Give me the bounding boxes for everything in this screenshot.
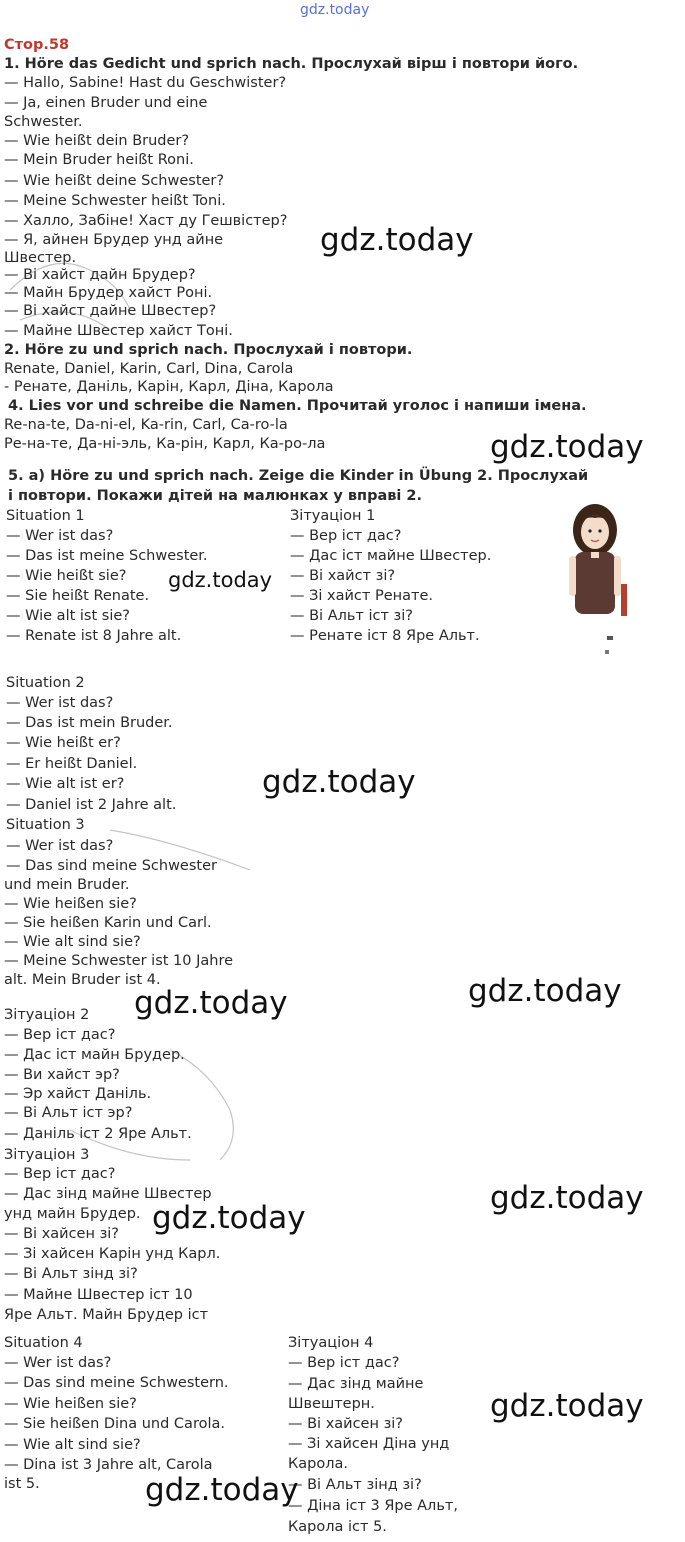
ex4-line: Re-na-te, Da-ni-el, Ka-rin, Carl, Ca-ro-la xyxy=(4,417,288,433)
ex1-line: — Wie heißt dein Bruder? xyxy=(4,133,190,149)
s3uk-line: Зітуаціон 3 xyxy=(4,1147,90,1163)
s4de-line: — Sie heißen Dina und Carola. xyxy=(4,1416,225,1432)
s1uk-line: — Ві Альт іст зі? xyxy=(290,608,413,624)
s1uk-line: — Дас іст майне Швестер. xyxy=(290,548,492,564)
exercise-5-heading: 5. а) Höre zu und sprich nach. Zeige die Kinder in Übung 2. Прослухай xyxy=(8,468,589,484)
s1uk-line: — Ренате іст 8 Яре Альт. xyxy=(290,628,480,644)
s3de-line: — Das sind meine Schwester xyxy=(6,858,217,874)
s2uk-line: — Вер іст дас? xyxy=(4,1027,116,1043)
page-reference: Стор.58 xyxy=(4,37,70,53)
s3uk-line: — Майне Швестер іст 10 xyxy=(4,1287,193,1303)
ex1-line: — Mein Bruder heißt Roni. xyxy=(4,152,194,168)
s3uk-line: — Зі хайсен Карін унд Карл. xyxy=(4,1246,221,1262)
s4uk-line: — Ві хайсен зі? xyxy=(288,1416,404,1432)
watermark: gdz.today xyxy=(168,568,273,592)
ex2-line: - Ренате, Даніль, Карін, Карл, Діна, Карола xyxy=(4,379,334,395)
s2de-line: — Daniel ist 2 Jahre alt. xyxy=(6,797,177,813)
s4de-line: — Wer ist das? xyxy=(4,1355,112,1371)
watermark: gdz.today xyxy=(468,973,622,1009)
ex1-line: — Ві хайст дайн Брудер? xyxy=(4,267,196,283)
ex1-line: — Ja, einen Bruder und eine xyxy=(4,95,208,111)
s3uk-line: — Дас зінд майне Швестер xyxy=(4,1186,212,1202)
s3uk-line: Яре Альт. Майн Брудер іст xyxy=(4,1307,209,1323)
s4uk-line: Карола іст 5. xyxy=(288,1519,387,1535)
s4uk-line: — Діна іст 3 Яре Альт, xyxy=(288,1498,458,1514)
s4de-line: — Wie heißen sie? xyxy=(4,1396,137,1412)
ex1-line: — Wie heißt deine Schwester? xyxy=(4,173,225,189)
s2de-line: — Wie alt ist er? xyxy=(6,776,125,792)
s2uk-line: — Дас іст майн Брудер. xyxy=(4,1047,185,1063)
ex1-line: — Майн Брудер хайст Роні. xyxy=(4,285,213,301)
s4de-line: ist 5. xyxy=(4,1476,40,1492)
s4uk-line: Швештерн. xyxy=(288,1396,375,1412)
exercise-2-heading: 2. Höre zu und sprich nach. Прослухай і повтори. xyxy=(4,342,413,358)
s1de-line: — Sie heißt Renate. xyxy=(6,588,150,604)
s1de-line: — Wer ist das? xyxy=(6,528,114,544)
s2de-line: — Das ist mein Bruder. xyxy=(6,715,173,731)
ex4-line: Ре-на-те, Да-ні-эль, Ка-рін, Карл, Ка-ро-ла xyxy=(4,436,326,452)
exercise-1-heading: 1. Höre das Gedicht und sprich nach. Прослухай вірш і повтори його. xyxy=(4,56,579,72)
exercise-5-heading-cont: і повтори. Покажи дітей на малюнках у вправі 2. xyxy=(8,488,423,504)
s3uk-line: — Вер іст дас? xyxy=(4,1166,116,1182)
s1uk-line: — Зі хайст Ренате. xyxy=(290,588,433,604)
s3de-line: — Wie heißen sie? xyxy=(4,896,137,912)
s1de-line: — Wie heißt sie? xyxy=(6,568,127,584)
s1uk-line: — Ві хайст зі? xyxy=(290,568,396,584)
s4de-line: — Wie alt sind sie? xyxy=(4,1437,141,1453)
s2de-line: — Wer ist das? xyxy=(6,695,114,711)
s2de-line: — Er heißt Daniel. xyxy=(6,756,138,772)
watermark: gdz.today xyxy=(490,1180,644,1216)
watermark: gdz.today xyxy=(320,222,474,258)
s1de-line: — Wie alt ist sie? xyxy=(6,608,130,624)
s2uk-line: Зітуаціон 2 xyxy=(4,1007,90,1023)
s1de-line: Situation 1 xyxy=(6,508,85,524)
s3de-line: — Wie alt sind sie? xyxy=(4,934,141,950)
s3uk-line: унд майн Брудер. xyxy=(4,1206,141,1222)
s2de-line: — Wie heißt er? xyxy=(6,735,121,751)
watermark: gdz.today xyxy=(490,1388,644,1424)
ex1-line: — Я, айнен Брудер унд айне xyxy=(4,232,224,248)
s1uk-line: Зітуаціон 1 xyxy=(290,508,376,524)
s3de-line: — Meine Schwester ist 10 Jahre xyxy=(4,953,234,969)
ex1-line: — Meine Schwester heißt Toni. xyxy=(4,193,226,209)
watermark: gdz.today xyxy=(134,985,288,1021)
ex1-line: — Халло, Забіне! Хаст ду Гешвістер? xyxy=(4,213,288,229)
ex1-line: — Майне Швестер хайст Тоні. xyxy=(4,323,233,339)
s4uk-line: — Дас зінд майне xyxy=(288,1376,424,1392)
s3de-line: — Sie heißen Karin und Carl. xyxy=(4,915,212,931)
s3de-line: — Wer ist das? xyxy=(6,838,114,854)
s1de-line: — Das ist meine Schwester. xyxy=(6,548,208,564)
s4uk-line: Карола. xyxy=(288,1456,349,1472)
s4uk-line: — Зі хайсен Діна унд xyxy=(288,1436,450,1452)
s2uk-line: — Ви хайст эр? xyxy=(4,1067,120,1083)
s4de-line: — Dina ist 3 Jahre alt, Carola xyxy=(4,1457,213,1473)
s3de-line: alt. Mein Bruder ist 4. xyxy=(4,972,161,988)
s4uk-line: — Вер іст дас? xyxy=(288,1355,400,1371)
s4uk-line: — Ві Альт зінд зі? xyxy=(288,1477,422,1493)
s2uk-line: — Даніль іст 2 Яре Альт. xyxy=(4,1126,192,1142)
s4uk-line: Зітуаціон 4 xyxy=(288,1335,374,1351)
s1de-line: — Renate ist 8 Jahre alt. xyxy=(6,628,182,644)
watermark: gdz.today xyxy=(262,764,416,800)
s2uk-line: — Эр хайст Даніль. xyxy=(4,1086,152,1102)
watermark: gdz.today xyxy=(152,1200,306,1236)
ex1-line: — Ві хайст дайне Швестер? xyxy=(4,303,217,319)
s4de-line: Situation 4 xyxy=(4,1335,83,1351)
s3uk-line: — Ві хайсен зі? xyxy=(4,1226,120,1242)
s2de-line: Situation 2 xyxy=(6,675,85,691)
s1uk-line: — Вер іст дас? xyxy=(290,528,402,544)
s3uk-line: — Ві Альт зінд зі? xyxy=(4,1266,138,1282)
s3de-line: Situation 3 xyxy=(6,817,85,833)
girl-illustration xyxy=(565,500,635,670)
watermark: gdz.today xyxy=(145,1472,299,1508)
s2uk-line: — Ві Альт іст эр? xyxy=(4,1105,133,1121)
exercise-4-heading: 4. Lies vor und schreibe die Namen. Прочитай уголос і напиши імена. xyxy=(8,398,587,414)
s3de-line: und mein Bruder. xyxy=(4,877,130,893)
s4de-line: — Das sind meine Schwestern. xyxy=(4,1375,229,1391)
ex2-line: Renate, Daniel, Karin, Carl, Dina, Carola xyxy=(4,361,294,377)
watermark: gdz.today xyxy=(490,429,644,465)
ex1-line: — Hallo, Sabine! Hast du Geschwister? xyxy=(4,75,287,91)
ex1-line: Швестер. xyxy=(4,250,77,266)
site-link[interactable]: gdz.today xyxy=(300,2,370,18)
ex1-line: Schwester. xyxy=(4,114,83,130)
